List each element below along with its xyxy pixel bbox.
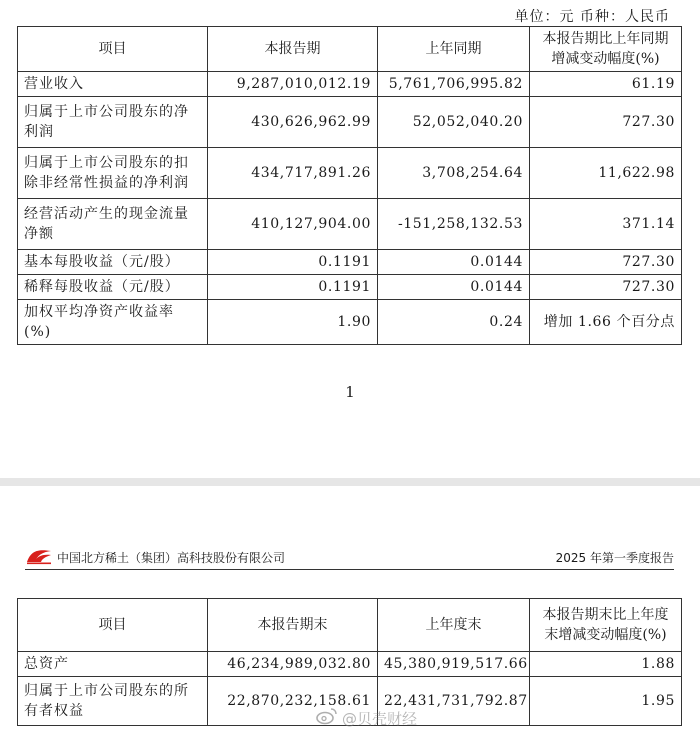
change-value: 61.19 [530,72,682,97]
header-item: 项目 [18,27,208,72]
table-row [18,199,682,250]
change-value: 增加 1.66 个百分点 [530,300,682,345]
table-row [18,300,682,345]
current-value: 0.1191 [208,250,378,275]
header-change-pct: 本报告期末比上年度末增减变动幅度(%) [530,599,682,652]
company-name: 中国北方稀土（集团）高科技股份有限公司 [57,551,286,565]
prior-value: 0.24 [378,300,530,345]
table-row [18,250,682,275]
table-header-row [18,599,682,652]
current-value: 1.90 [208,300,378,345]
current-value: 434,717,891.26 [208,148,378,199]
prior-value: 0.0144 [378,275,530,300]
current-value: 9,287,010,012.19 [208,72,378,97]
table-row [18,97,682,148]
header-item: 项目 [18,599,208,652]
table-row [18,72,682,97]
row-label: 归属于上市公司股东的净利润 [18,97,208,148]
change-value: 727.30 [530,250,682,275]
table-row [18,652,682,677]
current-value: 46,234,989,032.80 [208,652,378,677]
row-label: 归属于上市公司股东的扣除非经常性损益的净利润 [18,148,208,199]
watermark-text: @贝壳财经 [342,709,418,728]
change-value: 727.30 [530,275,682,300]
report-title: 2025 年第一季度报告 [555,551,674,565]
table-row [18,275,682,300]
change-value: 11,622.98 [530,148,682,199]
prior-value: 0.0144 [378,250,530,275]
header-current-period: 本报告期 [208,27,378,72]
prior-value: 52,052,040.20 [378,97,530,148]
header-prior-year-end: 上年度末 [378,599,530,652]
prior-value: 3,708,254.64 [378,148,530,199]
company-logo-icon [25,547,53,565]
watermark [316,706,417,730]
current-value: 410,127,904.00 [208,199,378,250]
prior-value: -151,258,132.53 [378,199,530,250]
row-label: 总资产 [18,652,208,677]
header-period-end: 本报告期末 [208,599,378,652]
change-value: 1.95 [530,677,682,726]
key-financials-table [17,26,682,345]
row-label: 营业收入 [18,72,208,97]
current-value: 0.1191 [208,275,378,300]
prior-value: 5,761,706,995.82 [378,72,530,97]
header-prior-period: 上年同期 [378,27,530,72]
header-change-pct: 本报告期比上年同期增减变动幅度(%) [530,27,682,72]
page-header [25,547,674,570]
change-value: 1.88 [530,652,682,677]
row-label: 加权平均净资产收益率(%) [18,300,208,345]
change-value: 371.14 [530,199,682,250]
current-value: 22,870,232,158.61 [208,677,378,726]
weibo-icon [316,707,338,729]
page-number: 1 [345,383,355,401]
row-label: 稀释每股收益（元/股） [18,275,208,300]
prior-value: 22,431,731,792.87 [378,677,530,726]
unit-currency-line: 单位：元 币种：人民币 [514,9,670,25]
page-divider [0,478,700,486]
current-value: 430,626,962.99 [208,97,378,148]
table-header-row [18,27,682,72]
prior-value: 45,380,919,517.66 [378,652,530,677]
table-row [18,148,682,199]
change-value: 727.30 [530,97,682,148]
row-label: 基本每股收益（元/股） [18,250,208,275]
row-label: 经营活动产生的现金流量净额 [18,199,208,250]
row-label: 归属于上市公司股东的所有者权益 [18,677,208,726]
